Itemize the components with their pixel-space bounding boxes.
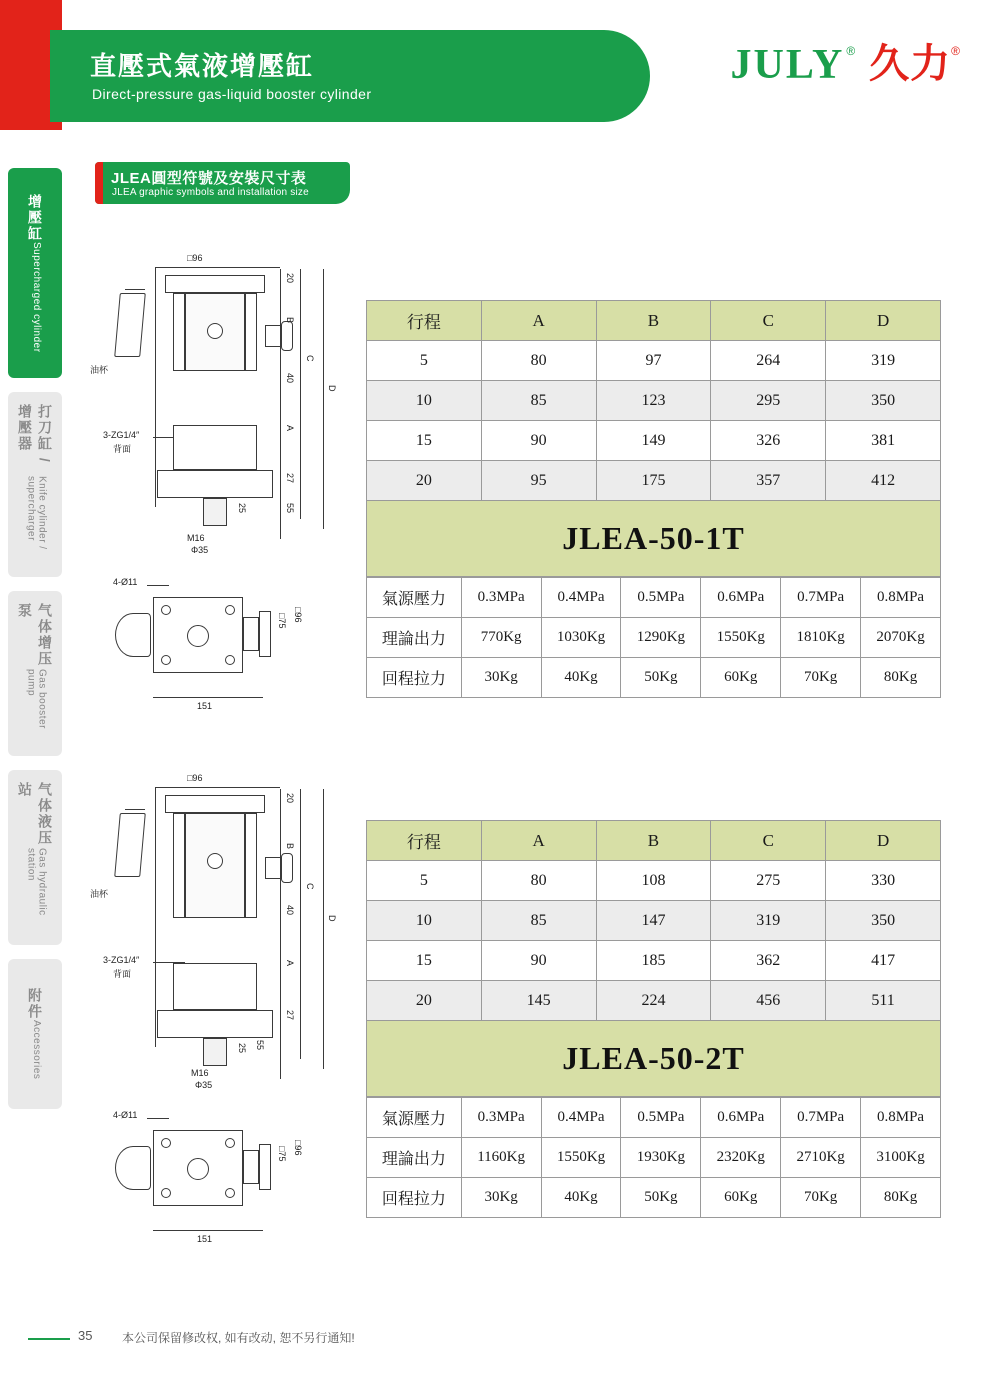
col-header-stroke: 行程 [367, 821, 482, 861]
col-header-b: B [596, 301, 711, 341]
model-name-band-1 [366, 501, 941, 577]
cell-output-2: 1030Kg [541, 618, 621, 658]
cell-stroke: 5 [367, 341, 482, 381]
cell-output-4: 1550Kg [701, 618, 781, 658]
nozzle-top-view [243, 617, 259, 651]
cell-d: 319 [826, 341, 941, 381]
cell-c: 275 [711, 861, 826, 901]
dim-A-1: A [285, 425, 295, 432]
cell-stroke: 20 [367, 981, 482, 1021]
mounting-hole [225, 1138, 235, 1148]
model-name-2: JLEA-50-2T [562, 1040, 745, 1076]
cell-pressure-6: 0.8MPa [861, 1098, 941, 1138]
cell-a: 85 [481, 381, 596, 421]
mounting-hole [161, 1138, 171, 1148]
sidebar-item-label-en: Gas booster pump [25, 669, 48, 730]
dim-B-1: B [285, 317, 295, 324]
model-name-band-2 [366, 1021, 941, 1097]
sidebar-item-accessories[interactable] [8, 959, 62, 1109]
cell-pressure-4: 0.6MPa [701, 1098, 781, 1138]
sidebar-item-label-cn: 增壓缸 [27, 193, 43, 242]
cell-output-2: 1550Kg [541, 1138, 621, 1178]
dim-line [280, 269, 281, 539]
dim-line [323, 789, 324, 1069]
dim-40-2: 40 [285, 905, 295, 916]
cell-pressure-3: 0.5MPa [621, 578, 701, 618]
logo-chinese-text: 久力 [869, 42, 952, 86]
cell-b: 185 [596, 941, 711, 981]
port-label-1: 3-ZG1/4″ [103, 430, 140, 440]
cell-stroke: 5 [367, 861, 482, 901]
col-header-a: A [481, 301, 596, 341]
force-table-2 [366, 1097, 941, 1218]
cell-d: 350 [826, 901, 941, 941]
dim-line [153, 697, 263, 698]
cell-pressure-4: 0.6MPa [701, 578, 781, 618]
row-label-output-force: 理論出力 [367, 618, 462, 658]
sidebar-item-gas-hydraulic-station[interactable] [8, 770, 62, 945]
drawing-part-mid [173, 963, 257, 1010]
table-row [367, 901, 941, 941]
cell-return-5: 70Kg [781, 1178, 861, 1218]
cell-a: 145 [481, 981, 596, 1021]
cell-a: 95 [481, 461, 596, 501]
drawing-part-rod-right [245, 293, 257, 371]
sidebar-item-label-cn: 气体增压泵 [17, 603, 53, 667]
cell-a: 90 [481, 941, 596, 981]
dimension-table-1 [366, 300, 941, 501]
logo-registered-icon-2: ® [951, 44, 960, 58]
drawing-part-rod-left [173, 813, 185, 918]
port-label-2: 3-ZG1/4″ [103, 955, 140, 965]
dim-40-1: 40 [285, 373, 295, 384]
cell-return-5: 70Kg [781, 658, 861, 698]
spec-block-2 [366, 820, 941, 1218]
cell-return-3: 50Kg [621, 658, 701, 698]
dim-151-1: 151 [197, 701, 213, 711]
cell-stroke: 20 [367, 461, 482, 501]
drawing-part-nozzle-cap [281, 321, 293, 351]
cell-output-1: 770Kg [461, 618, 541, 658]
cell-c: 295 [711, 381, 826, 421]
dim-D-2: D [327, 915, 337, 922]
cell-output-3: 1290Kg [621, 618, 701, 658]
table-row [367, 618, 941, 658]
sidebar [8, 168, 62, 1123]
col-header-d: D [826, 821, 941, 861]
cell-return-1: 30Kg [461, 658, 541, 698]
drawing-part-mid [173, 425, 257, 470]
dim-20-2: 20 [285, 793, 295, 804]
dim-75-2: □75 [277, 1146, 287, 1162]
cell-d: 417 [826, 941, 941, 981]
row-label-output-force: 理論出力 [367, 1138, 462, 1178]
footer-note: 本公司保留修改权, 如有改动, 恕不另行通知! [122, 1331, 355, 1345]
sidebar-item-label-wrap [25, 182, 45, 365]
dim-A-2: A [285, 960, 295, 967]
sidebar-item-label-cn: 打刀缸 / 增壓器 [17, 404, 53, 464]
dim-line [155, 787, 280, 788]
cell-pressure-2: 0.4MPa [541, 1098, 621, 1138]
page-number: 35 [78, 1328, 93, 1343]
logo-july-text: JULY [730, 42, 845, 88]
col-header-c: C [711, 821, 826, 861]
section-accent-bar [95, 162, 103, 204]
cell-stroke: 10 [367, 381, 482, 421]
cell-a: 80 [481, 341, 596, 381]
oil-cup-top-view [115, 613, 151, 657]
sidebar-item-label-wrap [15, 770, 55, 945]
mounting-hole [225, 605, 235, 615]
sidebar-item-label-wrap [15, 591, 55, 756]
cell-pressure-1: 0.3MPa [461, 578, 541, 618]
dim-D-1: D [327, 385, 337, 392]
cell-pressure-3: 0.5MPa [621, 1098, 701, 1138]
dim-line [147, 585, 169, 586]
dim-151-2: 151 [197, 1234, 213, 1244]
sidebar-item-supercharged-cylinder[interactable] [8, 168, 62, 378]
cell-c: 319 [711, 901, 826, 941]
sidebar-item-label-cn: 附件 [27, 988, 43, 1021]
drawing-center-mark [207, 853, 223, 869]
cell-d: 412 [826, 461, 941, 501]
cell-b: 149 [596, 421, 711, 461]
cell-b: 123 [596, 381, 711, 421]
dim-C-2: C [305, 883, 315, 890]
col-header-b: B [596, 821, 711, 861]
drawing-part-thread [203, 498, 227, 526]
dimension-table-2 [366, 820, 941, 1021]
cell-a: 90 [481, 421, 596, 461]
dim-line [280, 789, 281, 1079]
table-row [367, 421, 941, 461]
cell-d: 511 [826, 981, 941, 1021]
mounting-hole [161, 605, 171, 615]
table-row [367, 461, 941, 501]
sidebar-item-label-cn: 气体液压站 [17, 782, 53, 846]
dim-line [125, 809, 145, 810]
mounting-hole [225, 1188, 235, 1198]
top-view-center-bore [187, 1158, 209, 1180]
shaft-label-1: Φ35 [191, 545, 209, 555]
table-header-row [367, 821, 941, 861]
dim-line [323, 269, 324, 529]
oil-cup-top-view [115, 1146, 151, 1190]
col-header-d: D [826, 301, 941, 341]
oil-cup-label-1: 油杯 [90, 365, 109, 375]
cell-return-2: 40Kg [541, 1178, 621, 1218]
cell-output-3: 1930Kg [621, 1138, 701, 1178]
drawing-part-rod-right [245, 813, 257, 918]
section-title-en: JLEA graphic symbols and installation size [112, 187, 309, 198]
company-logo [730, 44, 960, 86]
row-label-return-force: 回程拉力 [367, 1178, 462, 1218]
cell-c: 264 [711, 341, 826, 381]
shaft-label-2: Φ35 [195, 1080, 213, 1090]
thread-label-1: M16 [187, 533, 205, 543]
cell-pressure-5: 0.7MPa [781, 578, 861, 618]
table-row [367, 381, 941, 421]
nozzle-cap-top-view [259, 1144, 271, 1190]
dim-line [155, 787, 156, 1047]
col-header-stroke: 行程 [367, 301, 482, 341]
table-row [367, 341, 941, 381]
cell-output-1: 1160Kg [461, 1138, 541, 1178]
dim-25-2: 25 [237, 1043, 247, 1054]
dim-27-1: 27 [285, 473, 295, 484]
sidebar-item-label-en: Accessories [31, 1020, 42, 1080]
cell-b: 224 [596, 981, 711, 1021]
cell-c: 362 [711, 941, 826, 981]
dim-line [300, 789, 301, 1059]
cell-return-4: 60Kg [701, 1178, 781, 1218]
dim-55-2: 55 [255, 1040, 265, 1051]
cell-c: 357 [711, 461, 826, 501]
sidebar-item-knife-cylinder[interactable] [8, 392, 62, 577]
dim-25-1: 25 [237, 503, 247, 514]
dim-line [147, 1118, 169, 1119]
cell-c: 456 [711, 981, 826, 1021]
dim-top-square-2: □96 [187, 773, 203, 783]
drawing-part-flange [157, 470, 273, 498]
drawing-part-rod-left [173, 293, 185, 371]
sidebar-item-gas-booster-pump[interactable] [8, 591, 62, 756]
top-view-center-bore [187, 625, 209, 647]
row-label-supply-pressure: 氣源壓力 [367, 578, 462, 618]
cell-b: 147 [596, 901, 711, 941]
sidebar-item-label-wrap [25, 976, 45, 1091]
col-header-a: A [481, 821, 596, 861]
holes-label-2: 4-Ø11 [113, 1110, 138, 1120]
dim-55-1: 55 [285, 503, 295, 514]
drawing-center-mark [207, 323, 223, 339]
table-row [367, 1138, 941, 1178]
drawing-part-cap [165, 275, 265, 293]
table-header-row [367, 301, 941, 341]
header-title-cn: 直壓式氣液增壓缸 [90, 51, 315, 81]
cell-d: 381 [826, 421, 941, 461]
table-row [367, 658, 941, 698]
cell-b: 175 [596, 461, 711, 501]
cell-return-1: 30Kg [461, 1178, 541, 1218]
cell-output-6: 3100Kg [861, 1138, 941, 1178]
cell-pressure-6: 0.8MPa [861, 578, 941, 618]
cell-output-5: 1810Kg [781, 618, 861, 658]
drawing-part-thread [203, 1038, 227, 1066]
table-row [367, 578, 941, 618]
cell-return-4: 60Kg [701, 658, 781, 698]
cell-d: 330 [826, 861, 941, 901]
cell-b: 108 [596, 861, 711, 901]
holes-label-1: 4-Ø11 [113, 577, 138, 587]
col-header-c: C [711, 301, 826, 341]
row-label-return-force: 回程拉力 [367, 658, 462, 698]
table-row [367, 941, 941, 981]
dim-top-square-1: □96 [187, 253, 203, 263]
cell-pressure-5: 0.7MPa [781, 1098, 861, 1138]
cell-output-6: 2070Kg [861, 618, 941, 658]
footer-divider [28, 1338, 70, 1340]
force-table-1 [366, 577, 941, 698]
technical-drawing-2 [90, 765, 360, 1265]
dim-96-1: □96 [293, 607, 303, 623]
drawing-part-nozzle-cap [281, 853, 293, 883]
dim-line [155, 267, 280, 268]
dim-line [125, 289, 145, 290]
mounting-hole [161, 1188, 171, 1198]
port-sublabel-2: 背面 [113, 969, 132, 979]
header-title-en: Direct-pressure gas-liquid booster cylinder [92, 86, 372, 102]
cell-return-6: 80Kg [861, 658, 941, 698]
cell-output-5: 2710Kg [781, 1138, 861, 1178]
cell-return-2: 40Kg [541, 658, 621, 698]
mounting-hole [161, 655, 171, 665]
cell-pressure-2: 0.4MPa [541, 578, 621, 618]
dim-line [300, 269, 301, 519]
nozzle-cap-top-view [259, 611, 271, 657]
cell-pressure-1: 0.3MPa [461, 1098, 541, 1138]
cell-c: 326 [711, 421, 826, 461]
dim-27-2: 27 [285, 1010, 295, 1021]
sidebar-item-label-en: Gas hydraulic station [25, 847, 48, 916]
table-row [367, 861, 941, 901]
page-header [0, 0, 1006, 130]
thread-label-2: M16 [191, 1068, 209, 1078]
cell-return-6: 80Kg [861, 1178, 941, 1218]
drawing-part-flange [157, 1010, 273, 1038]
model-name-1: JLEA-50-1T [562, 520, 745, 556]
table-row [367, 981, 941, 1021]
port-sublabel-1: 背面 [113, 444, 132, 454]
spec-block-1 [366, 300, 941, 698]
nozzle-top-view [243, 1150, 259, 1184]
dim-C-1: C [305, 355, 315, 362]
dim-B-2: B [285, 843, 295, 850]
dim-line [155, 267, 156, 507]
cell-b: 97 [596, 341, 711, 381]
dim-20-1: 20 [285, 273, 295, 284]
dim-75-1: □75 [277, 613, 287, 629]
drawing-part-cap [165, 795, 265, 813]
dim-96-2: □96 [293, 1140, 303, 1156]
cell-stroke: 10 [367, 901, 482, 941]
oil-cup-shape [114, 293, 146, 357]
cell-a: 85 [481, 901, 596, 941]
cell-return-3: 50Kg [621, 1178, 701, 1218]
section-title-cn: JLEA圓型符號及安裝尺寸表 [111, 170, 307, 187]
logo-registered-icon: ® [846, 44, 856, 58]
cell-d: 350 [826, 381, 941, 421]
sidebar-item-label-wrap [15, 392, 55, 577]
cell-stroke: 15 [367, 941, 482, 981]
sidebar-item-label-en: Knife cylinder / supercharger [25, 475, 48, 550]
dim-line [153, 1230, 263, 1231]
oil-cup-label-2: 油杯 [90, 889, 109, 899]
mounting-hole [225, 655, 235, 665]
cell-output-4: 2320Kg [701, 1138, 781, 1178]
table-row [367, 1178, 941, 1218]
technical-drawing-1 [90, 245, 360, 725]
cell-stroke: 15 [367, 421, 482, 461]
sidebar-item-label-en: Supercharged cylinder [31, 241, 42, 353]
section-title-banner [95, 162, 350, 204]
table-row [367, 1098, 941, 1138]
row-label-supply-pressure: 氣源壓力 [367, 1098, 462, 1138]
oil-cup-shape [114, 813, 146, 877]
cell-a: 80 [481, 861, 596, 901]
